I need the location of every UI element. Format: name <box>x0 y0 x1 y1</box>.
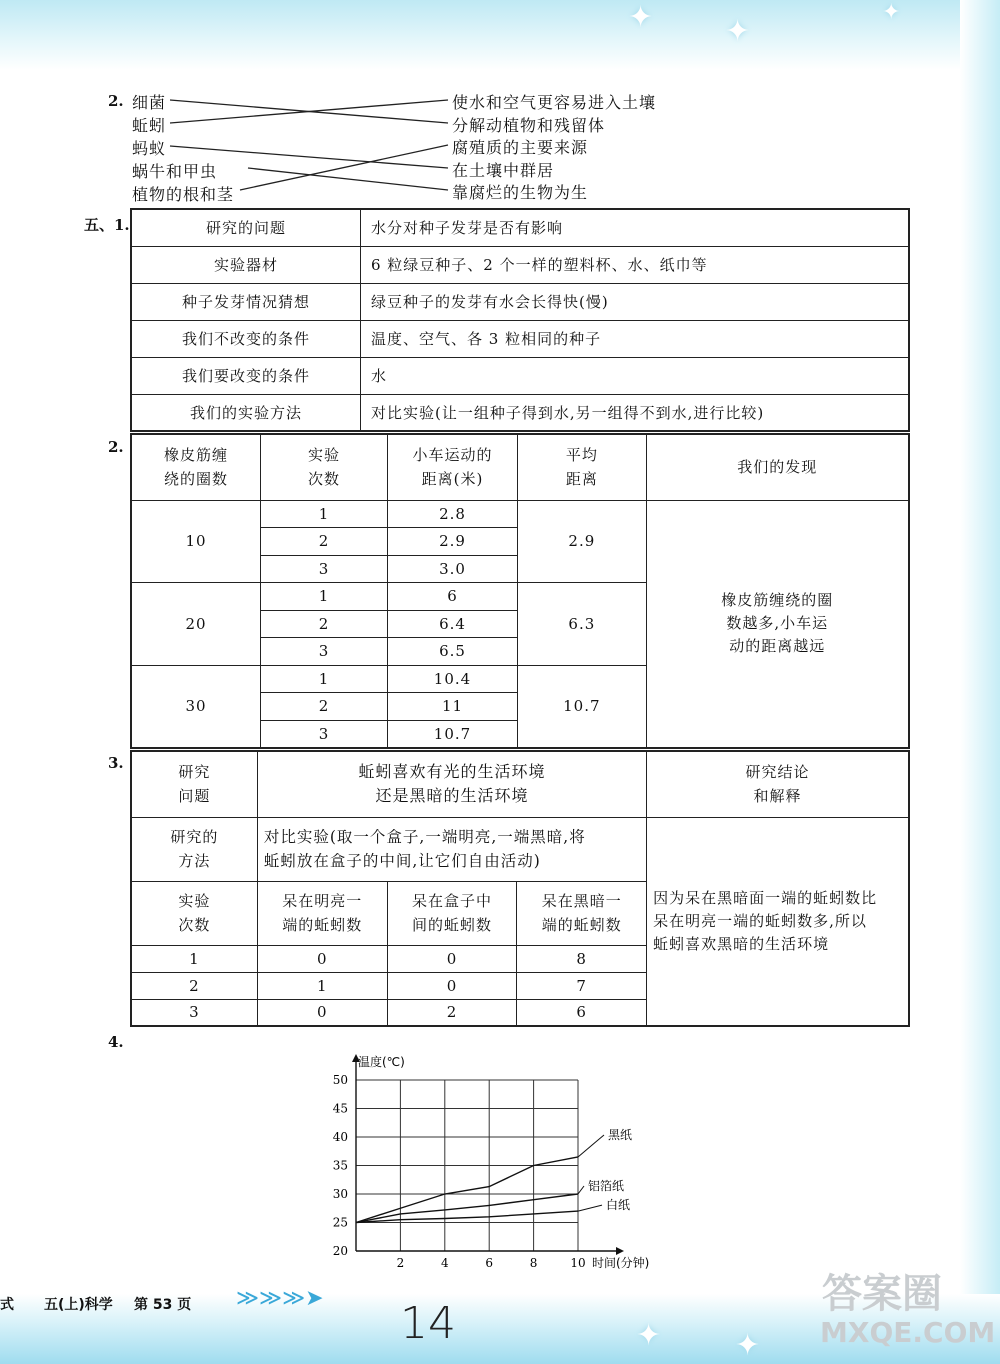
data-cell: 3 <box>131 999 257 1026</box>
match-left-item: 蚯蚓 <box>132 116 167 135</box>
question-number: 4. <box>108 1033 124 1051</box>
trial-cell: 1 <box>261 500 388 528</box>
finding-cell: 橡皮筋缠绕的圈 数越多,小车运 动的距离越远 <box>646 500 909 748</box>
table-row <box>131 500 909 528</box>
question-number: 2. <box>108 438 124 456</box>
distance-cell: 3.0 <box>387 555 517 583</box>
trial-cell: 3 <box>261 638 388 666</box>
row-value: 6 粒绿豆种子、2 个一样的塑料杯、水、纸巾等 <box>361 246 910 283</box>
column-header: 我们的发现 <box>646 434 909 500</box>
sparkle-icon: ✦ <box>882 0 901 25</box>
research-question: 蚯蚓喜欢有光的生活环境 还是黑暗的生活环境 <box>257 751 646 817</box>
series-label-leader <box>578 1205 602 1211</box>
trial-cell: 3 <box>261 555 388 583</box>
match-right-item: 靠腐烂的生物为生 <box>452 183 589 202</box>
y-tick-label: 25 <box>332 1215 348 1230</box>
data-cell: 2 <box>387 999 517 1026</box>
table-header-row <box>131 434 909 500</box>
trial-cell: 1 <box>261 665 388 693</box>
y-tick-label: 35 <box>332 1158 348 1173</box>
experiment-design-table <box>130 208 910 432</box>
question-number: 五、1. <box>84 216 130 234</box>
series-label: 黑纸 <box>608 1127 633 1142</box>
row-value: 对比实验(让一组种子得到水,另一组得不到水,进行比较) <box>361 394 910 431</box>
match-line-4 <box>248 168 448 190</box>
match-right-item: 使水和空气更容易进入土壤 <box>452 93 657 112</box>
table-row <box>131 357 909 394</box>
x-axis-label: 时间(分钟) <box>592 1256 650 1270</box>
series-label-leader <box>578 1135 604 1157</box>
table-row <box>131 394 909 431</box>
row-value: 水 <box>361 357 910 394</box>
x-axis-arrow-icon <box>616 1247 624 1255</box>
match-right-item: 腐殖质的主要来源 <box>452 138 589 157</box>
row-value: 绿豆种子的发芽有水会长得快(慢) <box>361 283 910 320</box>
y-tick-label: 45 <box>332 1101 348 1116</box>
research-method: 对比实验(取一个盒子,一端明亮,一端黑暗,将 蚯蚓放在盒子的中间,让它们自由活动) <box>257 817 646 881</box>
distance-cell: 2.9 <box>387 528 517 556</box>
average-cell: 6.3 <box>518 583 646 666</box>
match-left-item: 细菌 <box>132 93 167 112</box>
distance-cell: 10.7 <box>387 720 517 748</box>
data-cell: 6 <box>517 999 647 1026</box>
data-cell: 8 <box>517 945 647 972</box>
trial-cell: 2 <box>261 528 388 556</box>
table-row <box>131 283 909 320</box>
trial-cell: 1 <box>261 583 388 611</box>
data-cell: 2 <box>131 972 257 999</box>
data-cell: 0 <box>257 945 387 972</box>
row-value: 温度、空气、各 3 粒相同的种子 <box>361 320 910 357</box>
average-cell: 2.9 <box>518 500 646 583</box>
y-tick-label: 20 <box>332 1244 348 1258</box>
column-header: 平均 距离 <box>518 434 646 500</box>
row-label: 种子发芽情况猜想 <box>131 283 361 320</box>
sparkle-icon: ✦ <box>636 1318 662 1353</box>
match-right-item: 分解动植物和残留体 <box>452 115 606 135</box>
x-tick-label: 2 <box>396 1256 405 1270</box>
rubber-band-car-table <box>130 433 910 749</box>
footer-grade-subject: 五(上)科学 <box>44 1297 113 1313</box>
data-cell: 7 <box>517 972 647 999</box>
x-tick-label: 6 <box>485 1256 494 1270</box>
column-header: 呆在明亮一 端的蚯蚓数 <box>257 881 387 945</box>
y-tick-label: 50 <box>332 1073 348 1087</box>
distance-cell: 6 <box>387 583 517 611</box>
conclusion-text: 因为呆在黑暗面一端的蚯蚓数比 呆在明亮一端的蚯蚓数多,所以 蚯蚓喜欢黑暗的生活环境 <box>647 817 909 1026</box>
column-header: 橡皮筋缠 绕的圈数 <box>131 434 261 500</box>
match-left-item: 蚂蚁 <box>132 139 167 158</box>
trial-cell: 2 <box>261 610 388 638</box>
table-row <box>131 209 909 246</box>
trial-cell: 2 <box>261 693 388 721</box>
distance-cell: 6.4 <box>387 610 517 638</box>
row-label: 我们要改变的条件 <box>131 357 361 394</box>
handwritten-page-number: 14 <box>400 1298 456 1349</box>
data-cell: 1 <box>131 945 257 972</box>
watermark-domain: MXQE.COM <box>820 1316 996 1349</box>
data-cell: 0 <box>257 999 387 1026</box>
column-header: 呆在黑暗一 端的蚯蚓数 <box>517 881 647 945</box>
data-cell: 0 <box>387 945 517 972</box>
watermark-logo: 答案圈 <box>822 1271 942 1317</box>
row-label: 实验器材 <box>131 246 361 283</box>
header-method: 研究的 方法 <box>131 817 257 881</box>
row-label: 研究的问题 <box>131 209 361 246</box>
match-left-item: 蜗牛和甲虫 <box>132 162 218 181</box>
distance-cell: 10.4 <box>387 665 517 693</box>
header-conclusion: 研究结论 和解释 <box>647 751 909 817</box>
question-number: 2. <box>108 92 124 110</box>
column-header: 实验 次数 <box>261 434 388 500</box>
series-label: 铝箔纸 <box>588 1179 625 1193</box>
turns-cell: 30 <box>131 665 261 748</box>
row-value: 水分对种子发芽是否有影响 <box>361 209 910 246</box>
y-tick-label: 30 <box>332 1187 348 1201</box>
x-tick-label: 4 <box>440 1256 449 1270</box>
temperature-line-chart <box>320 1045 670 1275</box>
row-label: 我们的实验方法 <box>131 394 361 431</box>
average-cell: 10.7 <box>518 665 646 748</box>
series-label: 白纸 <box>606 1198 631 1213</box>
distance-cell: 2.8 <box>387 500 517 528</box>
distance-cell: 11 <box>387 693 517 721</box>
column-header: 呆在盒子中 间的蚯蚓数 <box>387 881 517 945</box>
match-left-item: 植物的根和茎 <box>132 185 235 204</box>
x-tick-label: 8 <box>529 1256 538 1270</box>
distance-cell: 6.5 <box>387 638 517 666</box>
footer-arrows-icon: ≫≫≫➤ <box>236 1286 324 1311</box>
column-header: 实验 次数 <box>131 881 257 945</box>
match-line-5 <box>240 145 448 190</box>
sparkle-icon: ✦ <box>735 1328 761 1363</box>
sparkle-icon: ✦ <box>628 0 654 35</box>
footer-page-number: 第 53 页 <box>134 1297 192 1313</box>
table-row <box>131 320 909 357</box>
question-number: 3. <box>108 754 124 772</box>
y-tick-label: 40 <box>332 1130 348 1144</box>
matching-lines <box>0 0 1000 210</box>
trial-cell: 3 <box>261 720 388 748</box>
row-label: 我们不改变的条件 <box>131 320 361 357</box>
header-research-question: 研究 问题 <box>131 751 257 817</box>
turns-cell: 10 <box>131 500 261 583</box>
sparkle-icon: ✦ <box>725 14 751 49</box>
footer-edge-text: 式 <box>0 1297 14 1313</box>
match-line-3 <box>170 146 448 168</box>
y-axis-label: 温度(℃) <box>358 1055 405 1069</box>
series-label-leader <box>578 1186 584 1194</box>
match-right-item: 在土壤中群居 <box>452 160 555 180</box>
column-header: 小车运动的 距离(米) <box>387 434 517 500</box>
table-row <box>131 246 909 283</box>
x-tick-label: 10 <box>570 1256 586 1270</box>
data-cell: 0 <box>387 972 517 999</box>
earthworm-experiment-table <box>130 750 910 1027</box>
data-cell: 1 <box>257 972 387 999</box>
turns-cell: 20 <box>131 583 261 666</box>
